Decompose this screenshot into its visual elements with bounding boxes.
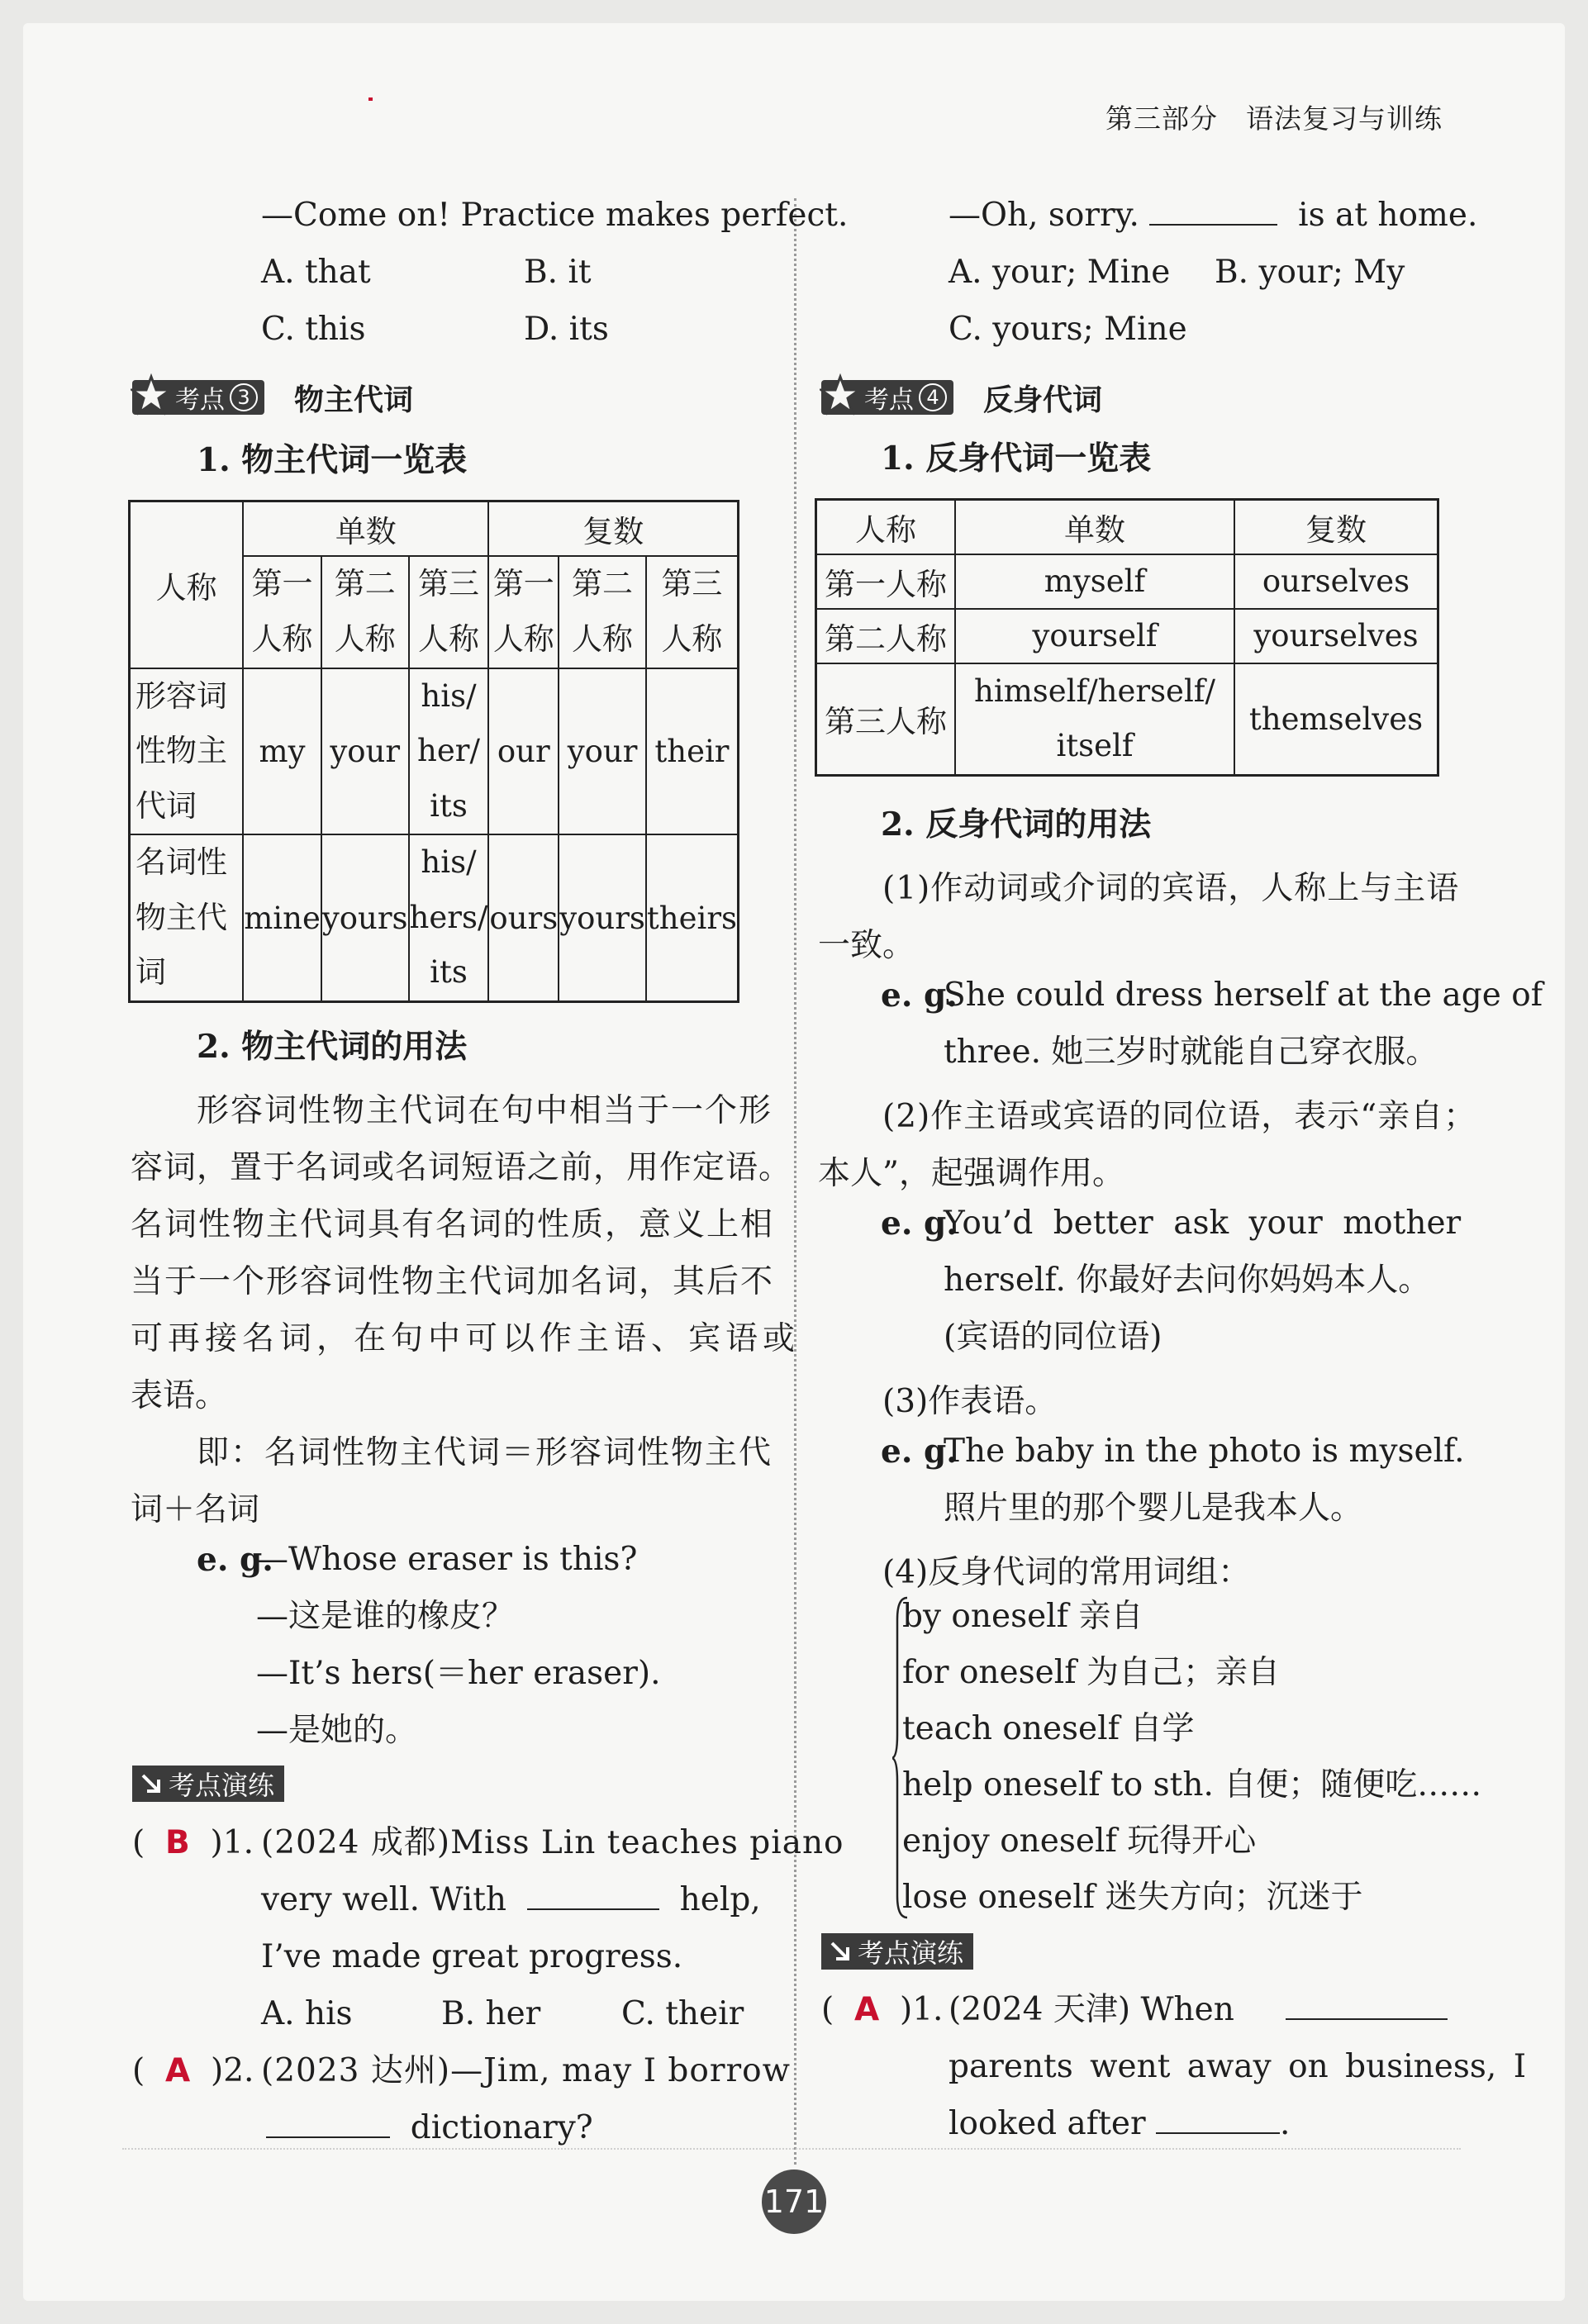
- header-person: 人称: [130, 501, 244, 668]
- usage-line: 当于一个形容词性物主代词加名词，其后不: [131, 1263, 775, 1300]
- cell: their: [646, 668, 739, 835]
- blank: [527, 1908, 659, 1910]
- phrase-item: for oneself 为自己；亲自: [902, 1654, 1281, 1691]
- right-option-a: A. your; Mine: [949, 254, 1171, 291]
- practice-badge-right: 考点演练: [821, 1933, 973, 1970]
- left-option-c: C. this: [261, 311, 366, 348]
- usage-line: (1)作动词或介词的宾语，人称上与主语: [882, 870, 1460, 907]
- eg-label: e. g.: [881, 1433, 958, 1471]
- left-option-a: A. that: [261, 254, 371, 291]
- blank: [266, 2136, 390, 2138]
- eg-line: herself. 你最好去问你妈妈本人。: [944, 1262, 1431, 1299]
- cell: myself: [955, 554, 1234, 609]
- header-person: 人称: [816, 500, 956, 554]
- column-divider: [794, 198, 796, 2165]
- q1-answer: B: [165, 1824, 190, 1861]
- cell: your: [559, 668, 646, 835]
- cell: yours: [559, 834, 646, 1001]
- left-option-b: B. it: [524, 254, 592, 291]
- star-person-icon: [820, 373, 861, 420]
- practice-badge-left: 考点演练: [132, 1766, 284, 1802]
- brace-icon: [892, 1594, 910, 1921]
- cell: yourself: [955, 609, 1234, 663]
- eg-line: —Whose eraser is this?: [256, 1541, 638, 1578]
- cell: yours: [321, 834, 409, 1001]
- eg-line: —It’s hers(＝her eraser).: [256, 1655, 661, 1692]
- row-label-noun: 名词性 物主代 词: [130, 834, 244, 1001]
- cell: himself/herself/ itself: [955, 663, 1234, 776]
- person-col: 第三 人称: [646, 556, 739, 668]
- header-plural: 复数: [488, 501, 738, 556]
- eg-line: —是她的。: [256, 1712, 418, 1749]
- person-label: 第三人称: [816, 663, 956, 776]
- rq1-stem-line3: looked after .: [949, 2105, 1291, 2142]
- page-number: 171: [762, 2170, 826, 2234]
- kaodian-number: 3: [230, 383, 258, 411]
- q1-answer-bracket: ( B )1.: [132, 1824, 254, 1861]
- kaodian-4-badge: [821, 377, 1102, 418]
- header-singular: 单数: [243, 501, 488, 556]
- header-singular: 单数: [955, 500, 1234, 554]
- eg-line: 照片里的那个婴儿是我本人。: [944, 1490, 1363, 1527]
- kaodian-title: 反身代词: [983, 383, 1103, 417]
- eg-label: e. g.: [881, 977, 958, 1015]
- blank: [1149, 224, 1277, 226]
- cell: yourselves: [1234, 609, 1438, 663]
- header-plural: 复数: [1234, 500, 1438, 554]
- usage-line: 一致。: [818, 927, 915, 964]
- reflexive-table: [815, 498, 1439, 777]
- kaodian-label-box: [821, 380, 953, 415]
- table-heading: 1. 物主代词一览表: [197, 441, 468, 479]
- left-intro-line: —Come on! Practice makes perfect.: [261, 197, 849, 234]
- q1-stem: (2024 成都)Miss Lin teaches piano: [261, 1824, 844, 1861]
- phrase-item: help oneself to sth. 自便；随便吃……: [902, 1766, 1482, 1804]
- cell: ours: [488, 834, 559, 1001]
- ink-mark: [368, 97, 373, 101]
- right-intro-line: —Oh, sorry. is at home.: [949, 197, 1478, 234]
- kaodian-label-box: [132, 380, 264, 415]
- kaodian-number: 4: [919, 383, 947, 411]
- person-col: 第一 人称: [488, 556, 559, 668]
- usage-line: (2)作主语或宾语的同位语，表示“亲自；: [882, 1098, 1477, 1135]
- q2-answer: A: [165, 2052, 191, 2089]
- q2-answer-bracket: ( A )2.: [132, 2052, 254, 2089]
- usage-line: 表语。: [131, 1377, 228, 1414]
- person-col: 第一 人称: [243, 556, 321, 668]
- q1-stem-line2: very well. With help,: [261, 1881, 761, 1918]
- blank: [1156, 2132, 1280, 2134]
- blank: [1286, 2018, 1448, 2020]
- cell: themselves: [1234, 663, 1438, 776]
- eg-line: She could dress herself at the age of: [944, 977, 1543, 1014]
- usage-line: (4)反身代词的常用词组：: [882, 1554, 1251, 1591]
- left-option-d: D. its: [524, 311, 609, 348]
- phrase-item: teach oneself 自学: [902, 1710, 1195, 1747]
- person-col: 第三 人称: [409, 556, 489, 668]
- eg-line: (宾语的同位语): [944, 1319, 1162, 1356]
- person-label: 第二人称: [816, 609, 956, 663]
- eg-line: —这是谁的橡皮？: [256, 1598, 515, 1635]
- bottom-rule: [122, 2148, 1461, 2150]
- phrase-item: by oneself 亲自: [902, 1598, 1143, 1635]
- usage-line: 容词，置于名词或名词短语之前，用作定语。: [131, 1149, 792, 1186]
- usage-line: 本人”，起强调作用。: [818, 1155, 1124, 1192]
- arrow-down-right-icon: [828, 1939, 853, 1964]
- q1-option-b: B. her: [441, 1995, 541, 2032]
- cell: our: [488, 668, 559, 835]
- rq1-stem-line1: (2024 天津) When: [949, 1991, 1448, 2030]
- right-option-b: B. your; My: [1215, 254, 1405, 291]
- usage-line: 词＋名词: [131, 1491, 260, 1528]
- q1-stem: I’ve made great progress.: [261, 1938, 683, 1975]
- person-label: 第一人称: [816, 554, 956, 609]
- possessive-table: [128, 500, 739, 1003]
- star-person-icon: [131, 373, 172, 420]
- usage-heading: 2. 物主代词的用法: [197, 1028, 468, 1066]
- q1-option-a: A. his: [261, 1995, 353, 2032]
- page-header: 第三部分 语法复习与训练: [1105, 102, 1443, 135]
- person-col: 第二 人称: [321, 556, 409, 668]
- cell: my: [243, 668, 321, 835]
- q2-stem-line2: dictionary?: [266, 2109, 593, 2148]
- usage-line: 可再接名词，在句中可以作主语、宾语或: [131, 1320, 801, 1357]
- table-heading: 1. 反身代词一览表: [881, 440, 1152, 478]
- q2-stem: (2023 达州)—Jim, may I borrow: [261, 2052, 792, 2089]
- eg-line: You’d better ask your mother: [944, 1205, 1462, 1242]
- cell: his/ hers/ its: [409, 834, 489, 1001]
- kaodian-label: 考点: [864, 386, 914, 415]
- usage-line: 即：名词性物主代词＝形容词性物主代: [197, 1434, 773, 1471]
- right-option-c: C. yours; Mine: [949, 311, 1187, 348]
- arrow-down-right-icon: [139, 1771, 164, 1796]
- eg-line: three. 她三岁时就能自己穿衣服。: [944, 1034, 1438, 1071]
- phrase-item: enjoy oneself 玩得开心: [902, 1823, 1257, 1860]
- eg-line: The baby in the photo is myself.: [944, 1433, 1465, 1470]
- rq1-answer: A: [854, 1991, 880, 2028]
- usage-line: 名词性物主代词具有名词的性质，意义上相: [131, 1206, 775, 1243]
- cell: his/ her/ its: [409, 668, 489, 835]
- q1-option-c: C. their: [621, 1995, 744, 2032]
- kaodian-title: 物主代词: [294, 383, 414, 417]
- phrase-item: lose oneself 迷失方向；沉迷于: [902, 1879, 1363, 1916]
- rq1-answer-bracket: ( A )1.: [821, 1991, 944, 2028]
- cell: ourselves: [1234, 554, 1438, 609]
- eg-label: e. g.: [881, 1205, 958, 1243]
- cell: your: [321, 668, 409, 835]
- person-col: 第二 人称: [559, 556, 646, 668]
- usage-line: (3)作表语。: [882, 1383, 1058, 1420]
- row-label-adjective: 形容词 性物主 代词: [130, 668, 244, 835]
- cell: theirs: [646, 834, 739, 1001]
- rq1-stem: parents went away on business, I: [949, 2048, 1527, 2085]
- cell: mine: [243, 834, 321, 1001]
- kaodian-3-badge: [132, 377, 413, 418]
- usage-heading: 2. 反身代词的用法: [881, 806, 1152, 844]
- eg-label: e. g.: [197, 1541, 273, 1579]
- usage-line: 形容词性物主代词在句中相当于一个形: [197, 1092, 773, 1129]
- kaodian-label: 考点: [175, 386, 225, 415]
